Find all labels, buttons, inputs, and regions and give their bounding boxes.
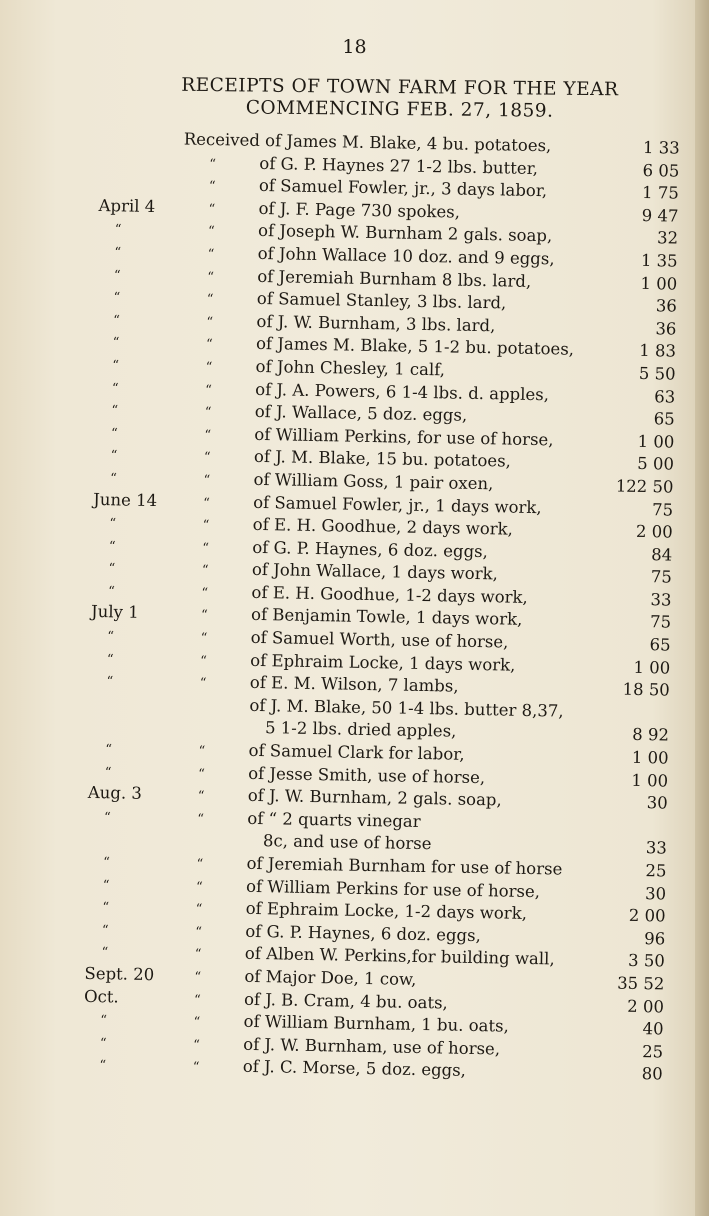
- description-cell: of John Wallace, 1 days work,: [251, 560, 499, 584]
- description-cell: of Alben W. Perkins,for building wall,: [244, 944, 555, 969]
- amount-cell: 2 00: [627, 996, 665, 1017]
- date-cell: “: [99, 1035, 107, 1052]
- amount-cell: 36: [655, 318, 677, 339]
- amount-cell: 18 50: [622, 679, 670, 700]
- description-cell: of Jeremiah Burnham 8 lbs. lard,: [257, 266, 532, 291]
- description-cell: of Samuel Fowler, jr., 3 days labor,: [258, 176, 548, 201]
- amount-cell: 1 75: [641, 183, 680, 203]
- date-cell: “: [102, 877, 110, 893]
- amount-cell: 9 47: [641, 205, 679, 226]
- date-cell: “: [106, 674, 114, 690]
- description-cell: of E. H. Goodhue, 2 days work,: [252, 514, 514, 539]
- description-cell: of “ 2 quarts vinegar: [247, 808, 421, 831]
- ditto-mark: “: [204, 427, 212, 443]
- amount-cell: 33: [650, 590, 672, 610]
- amount-cell: 6 05: [642, 160, 680, 181]
- date-cell: “: [100, 1013, 108, 1029]
- description-cell: of Ephraim Locke, 1-2 days work,: [245, 898, 528, 924]
- date-cell: “: [108, 584, 115, 600]
- date-cell: “: [103, 855, 111, 871]
- date-cell: “: [113, 313, 120, 329]
- amount-cell: 1 00: [640, 273, 678, 294]
- description-cell: of William Burnham, 1 bu. oats,: [243, 1011, 509, 1036]
- amount-cell: 65: [649, 635, 671, 655]
- ditto-mark: “: [206, 314, 214, 330]
- ditto-mark: “: [198, 766, 205, 782]
- amount-cell: 33: [645, 838, 668, 858]
- date-cell: “: [113, 267, 121, 283]
- description-cell: of Jesse Smith, use of horse,: [248, 763, 486, 787]
- ditto-mark: “: [199, 676, 207, 692]
- date-cell: “: [101, 945, 109, 961]
- date-cell: “: [108, 561, 116, 577]
- description-cell: of J. M. Blake, 15 bu. potatoes,: [253, 447, 512, 471]
- page-number: 18: [342, 36, 367, 58]
- description-cell: Received of James M. Blake, 4 bu. potatoes,: [183, 129, 552, 156]
- date-cell: “: [106, 651, 114, 667]
- ditto-mark: “: [205, 382, 213, 398]
- ditto-mark: “: [202, 518, 210, 534]
- ditto-mark: “: [208, 201, 216, 217]
- ditto-mark: “: [197, 811, 205, 827]
- description-cell: of J. F. Page 730 spokes,: [258, 198, 461, 222]
- date-cell: “: [114, 222, 122, 238]
- ditto-mark: “: [203, 495, 210, 511]
- date-cell: “: [113, 290, 121, 306]
- amount-cell: 1 33: [642, 137, 680, 158]
- date-cell: “: [110, 425, 118, 442]
- date-cell: “: [108, 538, 116, 555]
- description-cell: of Major Doe, 1 cow,: [244, 966, 417, 989]
- description-cell: of John Chesley, 1 calf,: [255, 356, 446, 380]
- amount-cell: 1 35: [640, 250, 678, 271]
- date-cell: April 4: [98, 195, 156, 216]
- description-cell: of G. P. Haynes, 6 doz. eggs,: [252, 537, 489, 561]
- description-cell: of Samuel Fowler, jr., 1 days work,: [253, 492, 542, 517]
- ditto-mark: “: [201, 585, 209, 601]
- ditto-mark: “: [209, 156, 217, 172]
- amount-cell: 84: [651, 544, 673, 565]
- description-cell: of J. A. Powers, 6 1-4 lbs. d. apples,: [255, 379, 550, 404]
- description-cell: of James M. Blake, 5 1-2 bu. potatoes,: [255, 334, 575, 360]
- date-cell: “: [102, 900, 110, 916]
- date-cell: “: [109, 516, 117, 532]
- amount-cell: 75: [649, 612, 672, 633]
- ditto-mark: “: [198, 743, 206, 760]
- amount-cell: 96: [644, 928, 666, 949]
- ditto-mark: “: [194, 947, 202, 963]
- description-cell: of John Wallace 10 doz. and 9 eggs,: [257, 243, 555, 269]
- ditto-mark: “: [205, 337, 213, 353]
- title-line-2: COMMENCING FEB. 27, 1859.: [245, 97, 554, 122]
- description-cell: of G. P. Haynes, 6 doz. eggs,: [245, 921, 481, 945]
- amount-cell: 5 00: [637, 454, 675, 474]
- description-cell: of Benjamin Towle, 1 days work,: [250, 605, 523, 630]
- description-cell: of Jeremiah Burnham for use of horse: [246, 853, 563, 879]
- ditto-mark: “: [207, 246, 215, 263]
- ditto-mark: “: [196, 856, 204, 873]
- date-cell: Aug. 3: [87, 783, 143, 804]
- ditto-mark: “: [195, 879, 203, 895]
- date-cell: “: [103, 810, 111, 826]
- date-cell: “: [110, 448, 118, 464]
- ditto-mark: “: [208, 179, 216, 195]
- page-title: [110, 74, 690, 124]
- date-cell: “: [99, 1058, 107, 1074]
- amount-cell: 8 92: [632, 725, 670, 745]
- description-cell: of E. H. Goodhue, 1-2 days work,: [251, 582, 528, 607]
- ditto-mark: “: [207, 224, 215, 240]
- description-cell: of J. B. Cram, 4 bu. oats,: [243, 989, 448, 1013]
- amount-cell: 35 52: [616, 973, 665, 994]
- ditto-mark: “: [200, 630, 208, 647]
- amount-cell: 1 00: [637, 431, 675, 452]
- date-cell: “: [114, 245, 122, 261]
- amount-cell: 75: [651, 499, 674, 520]
- description-cell: of Ephraim Locke, 1 days work,: [250, 650, 516, 675]
- ditto-mark: “: [195, 902, 203, 918]
- title-line-1: RECEIPTS OF TOWN FARM FOR THE YEAR: [181, 74, 619, 101]
- amount-cell: 1 83: [639, 341, 677, 361]
- ditto-mark: “: [192, 1060, 200, 1076]
- date-cell: “: [111, 403, 119, 419]
- ditto-mark: “: [205, 359, 213, 376]
- amount-cell: 63: [654, 386, 676, 407]
- description-cell: of Joseph W. Burnham 2 gals. soap,: [257, 221, 553, 246]
- amount-cell: 75: [650, 567, 673, 587]
- date-cell: Sept. 20: [84, 963, 155, 985]
- date-cell: June 14: [93, 489, 158, 510]
- ditto-mark: “: [202, 540, 210, 556]
- date-cell: “: [104, 764, 112, 780]
- date-cell: “: [110, 471, 118, 487]
- ditto-mark: “: [200, 608, 208, 624]
- amount-cell: 5 50: [638, 363, 676, 384]
- description-cell: of G. P. Haynes 27 1-2 lbs. butter,: [259, 153, 539, 178]
- ditto-mark: “: [206, 292, 214, 308]
- description-cell: of William Perkins, for use of horse,: [254, 424, 554, 450]
- date-cell: July 1: [90, 602, 139, 623]
- ditto-mark: “: [193, 1015, 201, 1031]
- ditto-mark: “: [195, 924, 203, 940]
- description-cell: 8c, and use of horse: [262, 831, 432, 854]
- description-cell: 5 1-2 lbs. dried apples,: [264, 718, 457, 742]
- ditto-mark: “: [200, 653, 208, 669]
- ditto-mark: “: [193, 1037, 201, 1053]
- description-cell: of William Goss, 1 pair oxen,: [253, 469, 494, 494]
- page-edge-shadow: [695, 0, 709, 1216]
- description-cell: of J. W. Burnham, use of horse,: [243, 1034, 501, 1059]
- date-cell: [100, 128, 180, 129]
- amount-cell: 1 00: [631, 747, 669, 768]
- description-cell: of Samuel Stanley, 3 lbs. lard,: [256, 289, 507, 313]
- description-cell: of J. W. Burnham, 3 lbs. lard,: [256, 311, 496, 336]
- ditto-mark: “: [197, 789, 205, 805]
- date-cell: Oct.: [83, 986, 119, 1007]
- date-cell: “: [101, 922, 109, 939]
- ditto-mark: “: [194, 969, 202, 985]
- ditto-mark: “: [193, 992, 201, 1008]
- description-cell: of E. M. Wilson, 7 lambs,: [249, 673, 459, 696]
- amount-cell: 25: [645, 861, 667, 881]
- amount-cell: 80: [641, 1064, 663, 1084]
- description-cell: of J. C. Morse, 5 doz. eggs,: [242, 1057, 467, 1081]
- amount-cell: 2 00: [635, 521, 673, 542]
- date-cell: “: [112, 358, 120, 374]
- amount-cell: 122 50: [615, 476, 674, 497]
- amount-cell: 65: [653, 409, 675, 429]
- ditto-mark: “: [204, 405, 212, 421]
- date-cell: “: [107, 629, 115, 645]
- date-cell: “: [105, 742, 113, 758]
- amount-cell: 30: [644, 883, 667, 904]
- date-cell: “: [112, 335, 120, 351]
- date-cell: “: [111, 380, 119, 396]
- amount-cell: 2 00: [628, 906, 666, 926]
- amount-cell: 32: [656, 228, 679, 248]
- description-cell: of Samuel Worth, use of horse,: [250, 627, 509, 652]
- description-cell: of William Perkins for use of horse,: [245, 876, 541, 901]
- description-cell: of J. W. Burnham, 2 gals. soap,: [247, 786, 502, 810]
- ditto-mark: “: [207, 269, 215, 285]
- ditto-mark: “: [203, 472, 211, 488]
- amount-cell: 25: [641, 1041, 664, 1062]
- ditto-mark: “: [201, 563, 209, 579]
- amount-cell: 1 00: [633, 657, 671, 678]
- amount-cell: 40: [642, 1019, 664, 1039]
- amount-cell: 3 50: [627, 951, 665, 971]
- amount-cell: 30: [646, 793, 668, 813]
- description-cell: of Samuel Clark for labor,: [248, 740, 465, 764]
- description-cell: of J. Wallace, 5 doz. eggs,: [254, 402, 468, 425]
- description-cell: of J. M. Blake, 50 1-4 lbs. butter 8,37,: [249, 695, 564, 721]
- receipts-ledger: [83, 128, 680, 1087]
- ditto-mark: “: [203, 450, 211, 466]
- amount-cell: 36: [655, 296, 678, 316]
- amount-cell: 1 00: [631, 770, 669, 791]
